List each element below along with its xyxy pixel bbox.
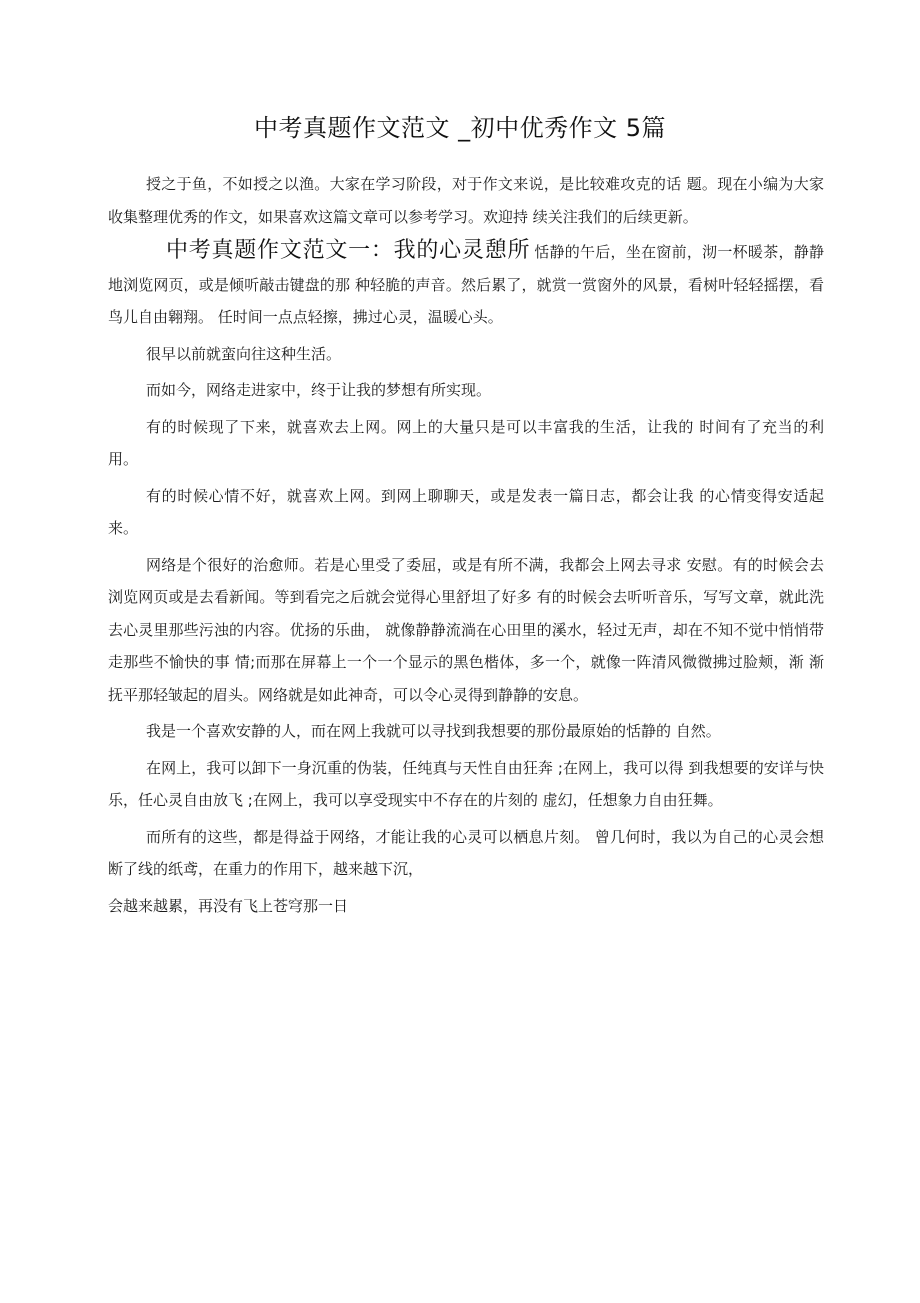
document-body xyxy=(108,168,824,926)
essay-heading: 中考真题作文范文一：我的心灵憩所 xyxy=(166,238,531,263)
intro-paragraph: 授之于鱼，不如授之以渔。大家在学习阶段，对于作文来说，是比较难攻克的话 题。现在小编为大家收集整理优秀的作文，如果喜欢这篇文章可以参考学习。欢迎持 续关注我们的后续更新。 xyxy=(108,175,824,226)
paragraph: 有的时候心情不好，就喜欢上网。到网上聊聊天，或是发表一篇日志，都会让我 的心情变得安适起来。 xyxy=(108,486,824,537)
paragraph: 网络是个很好的治愈师。若是心里受了委屈，或是有所不满，我都会上网去寻求 安慰。有的时候会去浏览网页或是去看新闻。等到看完之后就会觉得心里舒坦了好多 有的时候会去听听音乐，写写文章，就此洗去心灵里那些污浊的内容。优扬的乐曲， 就像静静流淌在心田里的溪水，轻过无声，却在不知不觉中悄悄带走那些不愉快的事 情;而那在屏幕上一个一个显示的黑色楷体，多一个，就像一阵清风微微拂过脸颊，渐 渐抚平那轻皱起的眉头。网络就是如此神奇，可以令心灵得到静静的安息。 xyxy=(108,555,824,704)
paragraph: 有的时候现了下来，就喜欢去上网。网上的大量只是可以丰富我的生活，让我的 时间有了充当的利用。 xyxy=(108,417,824,468)
essay-first-text: 恬静的午后，坐在窗前，沏一杯暖茶，静静地浏览网页，或是倾听敲击键盘的那 种轻脆的声音。然后累了，就赏一赏窗外的风景，看树叶轻轻摇摆，看鸟儿自由翱翔。 任时间一点点轻擦，拂过心灵，温暖心头。 xyxy=(108,243,824,326)
essay-first-paragraph xyxy=(108,235,824,334)
paragraph: 我是一个喜欢安静的人，而在网上我就可以寻找到我想要的那份最原始的恬静的 自然。 xyxy=(146,722,721,740)
paragraph: 很早以前就蛮向往这种生活。 xyxy=(146,344,342,363)
last-line: 会越来越累，再没有飞上苍穹那一日 xyxy=(108,896,349,915)
paragraph: 而所有的这些，都是得益于网络，才能让我的心灵可以栖息片刻。 曾几何时，我以为自己的心灵会想断了线的纸鸢，在重力的作用下，越来越下沉， xyxy=(108,827,824,878)
paragraph: 在网上，我可以卸下一身沉重的伪装，任纯真与天性自由狂奔 ;在网上，我可以得 到我想要的安详与快乐，任心灵自由放飞 ;在网上，我可以享受现实中不存在的片刻的 虚幻，任想象力自由狂舞。 xyxy=(108,758,824,809)
document-title: 中考真题作文范文 _初中优秀作文 5篇 xyxy=(253,114,667,142)
paragraph: 而如今，网络走进家中，终于让我的梦想有所实现。 xyxy=(146,381,492,399)
